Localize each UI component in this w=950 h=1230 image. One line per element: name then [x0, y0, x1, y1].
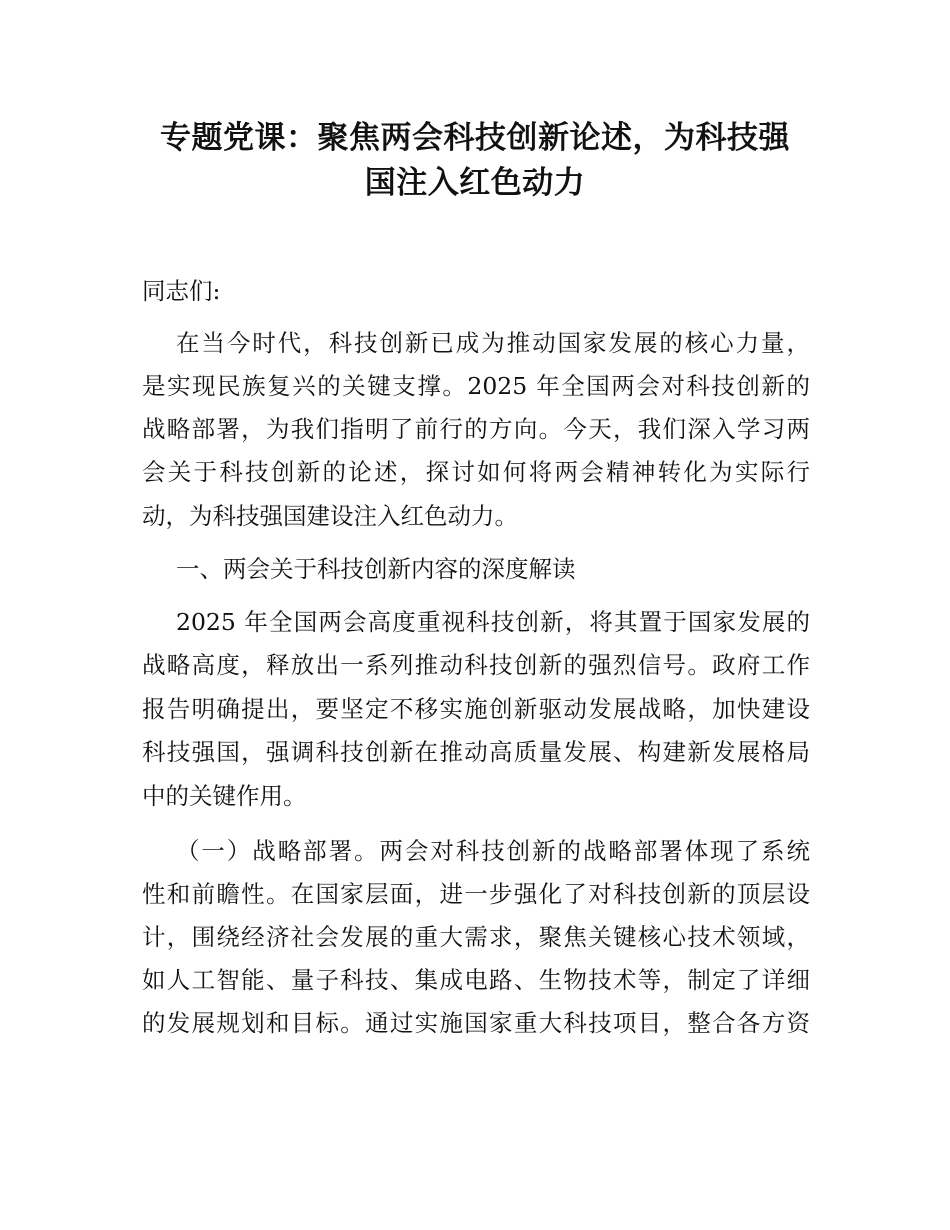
paragraph-line: 性和前瞻性。在国家层面，进一步强化了对科技创新的顶层设: [142, 880, 810, 908]
paragraph-line: （一）战略部署。两会对科技创新的战略部署体现了系统: [176, 837, 810, 865]
salutation: 同志们:: [142, 277, 221, 305]
title-line-2: 国注入红色动力: [364, 165, 586, 201]
paragraph-line: 会关于科技创新的论述，探讨如何将两会精神转化为实际行: [142, 458, 810, 486]
title-line-1: 专题党课：聚焦两会科技创新论述，为科技强: [160, 120, 790, 156]
paragraph-line: 动，为科技强国建设注入红色动力。: [142, 502, 518, 530]
paragraph-line: 报告明确提出，要坚定不移实施创新驱动发展战略，加快建设: [142, 695, 810, 723]
paragraph-line: 在当今时代，科技创新已成为推动国家发展的核心力量，: [176, 329, 810, 357]
paragraph-line: 2025 年全国两会高度重视科技创新，将其置于国家发展的: [176, 608, 810, 636]
paragraph-line: 战略高度，释放出一系列推动科技创新的强烈信号。政府工作: [142, 651, 810, 679]
paragraph-line: 如人工智能、量子科技、集成电路、生物技术等，制定了详细: [142, 966, 810, 994]
paragraph-line: 科技强国，强调科技创新在推动高质量发展、构建新发展格局: [142, 738, 810, 766]
paragraph-line: 的发展规划和目标。通过实施国家重大科技项目，整合各方资: [142, 1009, 810, 1037]
section-heading: 一、两会关于科技创新内容的深度解读: [176, 555, 576, 583]
paragraph-line: 中的关键作用。: [142, 782, 307, 810]
paragraph-line: 战略部署，为我们指明了前行的方向。今天，我们深入学习两: [142, 415, 810, 443]
paragraph-line: 计，围绕经济社会发展的重大需求，聚焦关键核心技术领域，: [142, 923, 810, 951]
paragraph-line: 是实现民族复兴的关键支撑。2025 年全国两会对科技创新的: [142, 372, 810, 400]
